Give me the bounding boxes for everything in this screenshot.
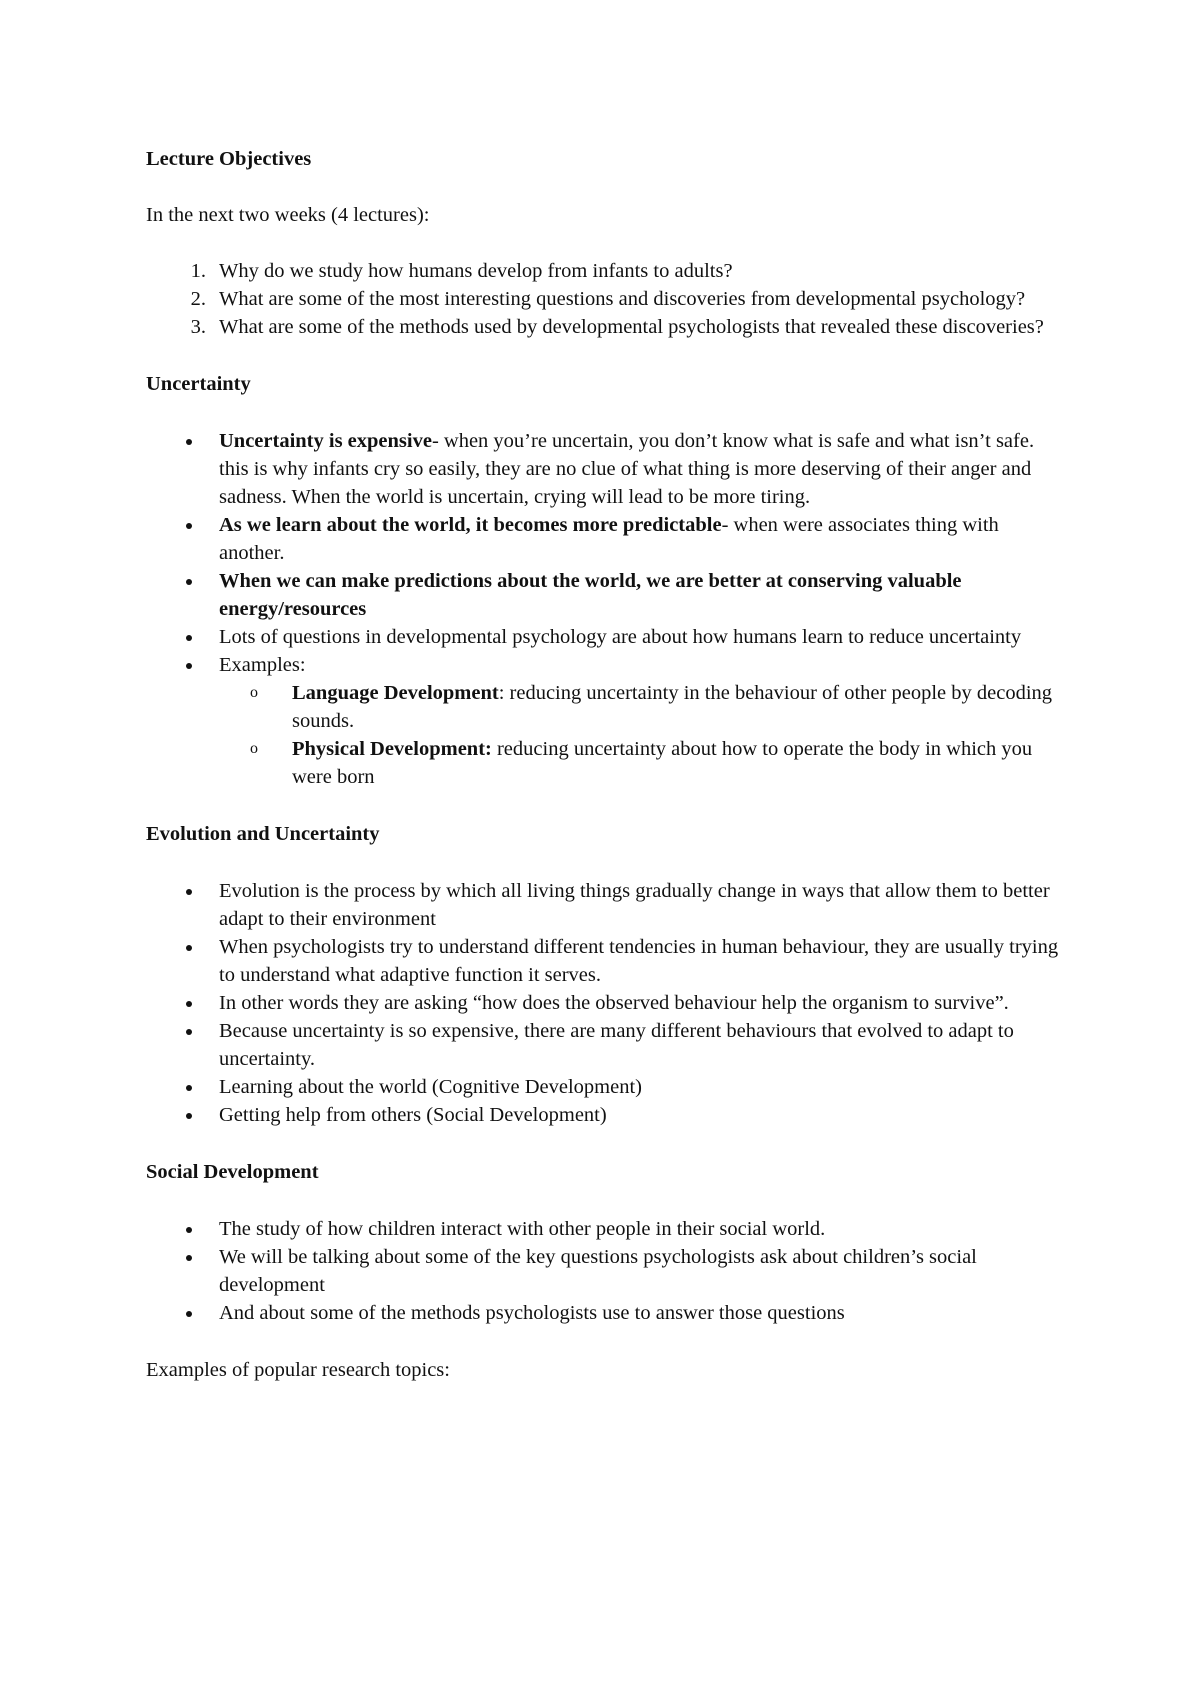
bullet-icon	[186, 523, 192, 529]
heading-lecture-objectives: Lecture Objectives	[146, 148, 312, 170]
sublist-item	[146, 679, 1066, 735]
list-item	[146, 1215, 1066, 1243]
bullet-icon	[186, 663, 192, 669]
list-item	[146, 933, 1066, 989]
list-item	[146, 877, 1066, 933]
list-item-text: Evolution is the process by which all living things gradually change in ways that allow them to better adapt to their environment	[219, 880, 1050, 930]
heading-uncertainty: Uncertainty	[146, 373, 251, 395]
list-number: 3.	[190, 316, 206, 338]
list-item	[146, 989, 1066, 1017]
bullet-icon	[186, 579, 192, 585]
bullet-icon	[186, 635, 192, 641]
objectives-list	[146, 257, 1066, 341]
bold-lead: When we can make predictions about the world, we are better at conserving valuable energy/resources	[219, 570, 962, 620]
list-item	[146, 651, 1066, 679]
bold-lead: As we learn about the world, it becomes more predictable	[219, 514, 722, 536]
evolution-list	[146, 877, 1066, 1129]
list-item-text: And about some of the methods psychologists use to answer those questions	[219, 1302, 845, 1324]
bullet-icon	[186, 889, 192, 895]
list-item	[146, 1101, 1066, 1129]
list-item	[146, 623, 1066, 651]
examples-sublist	[146, 679, 1066, 791]
list-item-text: The study of how children interact with other people in their social world.	[219, 1218, 826, 1240]
list-item	[146, 567, 1066, 623]
bullet-icon	[186, 1113, 192, 1119]
uncertainty-list	[146, 427, 1066, 679]
heading-evolution-uncertainty: Evolution and Uncertainty	[146, 823, 380, 845]
bullet-icon	[186, 1001, 192, 1007]
list-item-text: : reducing uncertainty in the behaviour of other people by decoding sounds.	[292, 682, 1053, 732]
bullet-icon	[186, 1311, 192, 1317]
list-item-text: We will be talking about some of the key questions psychologists ask about children’s social development	[219, 1246, 977, 1296]
list-item-text: Lots of questions in developmental psychology are about how humans learn to reduce uncertainty	[219, 626, 1022, 648]
bullet-icon	[186, 945, 192, 951]
list-item-text: What are some of the methods used by developmental psychologists that revealed these discoveries?	[219, 316, 1044, 338]
list-item	[146, 1243, 1066, 1299]
bullet-icon	[186, 1227, 192, 1233]
list-item-text: What are some of the most interesting questions and discoveries from developmental psychology?	[219, 288, 1026, 310]
bullet-icon	[186, 1085, 192, 1091]
research-topics-intro: Examples of popular research topics:	[146, 1359, 450, 1381]
list-item-text: reducing uncertainty about how to operate the body in which you were born	[292, 738, 1033, 788]
list-item-text: Because uncertainty is so expensive, there are many different behaviours that evolved to adapt to uncertainty.	[219, 1020, 1014, 1070]
list-item	[146, 427, 1066, 511]
list-item-text: In other words they are asking “how does the observed behaviour help the organism to survive”.	[219, 992, 1009, 1014]
list-item-text: - when you’re uncertain, you don’t know what is safe and what isn’t safe. this is why infants cry so easily, they are no clue of what thing is more deserving of their anger and sadness. When the world is uncertain, crying will lead to be more tiring.	[219, 430, 1035, 508]
list-item	[146, 313, 1066, 341]
list-item	[146, 1299, 1066, 1327]
list-number: 1.	[190, 260, 206, 282]
list-item-text: When psychologists try to understand different tendencies in human behaviour, they are usually trying to understand what adaptive function it serves.	[219, 936, 1059, 986]
bold-lead: Language Development	[292, 682, 499, 704]
circle-bullet-icon: o	[250, 740, 258, 757]
list-item	[146, 1073, 1066, 1101]
bold-lead: Physical Development:	[292, 738, 492, 760]
list-number: 2.	[190, 288, 206, 310]
list-item-text: Why do we study how humans develop from infants to adults?	[219, 260, 733, 282]
list-item	[146, 511, 1066, 567]
bullet-icon	[186, 1255, 192, 1261]
heading-social-development: Social Development	[146, 1161, 319, 1183]
bullet-icon	[186, 439, 192, 445]
list-item-text: Learning about the world (Cognitive Development)	[219, 1076, 642, 1098]
sublist-item	[146, 735, 1066, 791]
bullet-icon	[186, 1029, 192, 1035]
list-item-text: Getting help from others (Social Development)	[219, 1104, 607, 1126]
list-item	[146, 257, 1066, 285]
circle-bullet-icon: o	[250, 684, 258, 701]
bold-lead: Uncertainty is expensive	[219, 430, 432, 452]
list-item	[146, 1017, 1066, 1073]
objectives-intro: In the next two weeks (4 lectures):	[146, 204, 430, 226]
list-item-text: Examples:	[219, 654, 306, 676]
social-list	[146, 1215, 1066, 1327]
list-item-text: - when were associates thing with another.	[219, 514, 999, 564]
list-item	[146, 285, 1066, 313]
document-body	[146, 145, 1066, 1384]
